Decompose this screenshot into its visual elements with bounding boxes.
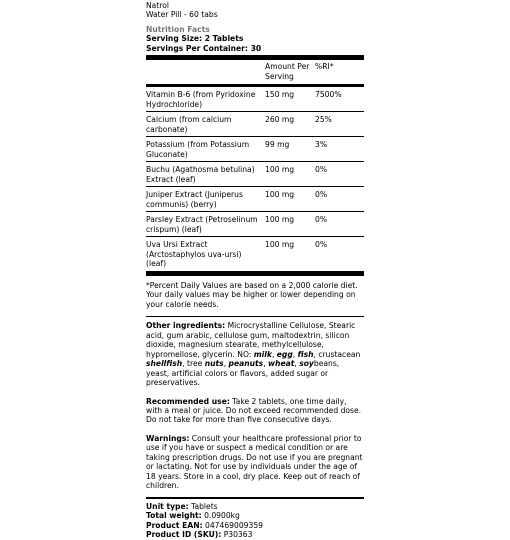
nutrient-dv: 7500%	[315, 90, 342, 100]
allergen: egg	[276, 349, 293, 359]
allergen: soy	[299, 359, 314, 369]
nutrient-name: Calcium (from calcium carbonate)	[146, 112, 265, 137]
nutrient-dv: 3%	[315, 137, 364, 162]
servings-per-container-label: Servings Per Container:	[146, 43, 248, 53]
warnings-text: Consult your healthcare professional prior to use if you have or suspect a medical condition or are taking prescription drugs. Do not use if you are pregnant or lactating. Not for use by individuals under the age of 18 years. Store in a cool, dry place. Keep out of reach of children.	[146, 433, 363, 491]
ingredients-label: Other ingredients:	[146, 321, 226, 331]
nutrient-dv: 0%	[315, 162, 364, 187]
nutrient-amount: 100 mg	[265, 162, 315, 187]
header-amount: Amount Per Serving	[265, 62, 310, 81]
supplement-label	[146, 0, 364, 540]
nutrient-name: Parsley Extract (Petroselinum crispum) (leaf)	[146, 212, 265, 237]
warnings-section	[146, 434, 364, 491]
table-row	[146, 187, 364, 212]
nutrient-name: Buchu (Agathosma betulina) Extract (leaf)	[146, 162, 265, 187]
table-row	[146, 237, 364, 271]
serving-size-value: 2 Tablets	[204, 34, 244, 44]
table-row	[146, 137, 364, 162]
allergen: peanuts	[228, 359, 264, 369]
nutrient-dv: 0%	[315, 237, 364, 271]
nutrient-amount: 99 mg	[265, 137, 315, 162]
serving-size	[146, 34, 364, 43]
table-row	[146, 162, 364, 187]
product-meta	[146, 497, 364, 540]
product-name: Water Pill - 60 tabs	[146, 10, 218, 20]
nutrition-facts-title: Nutrition Facts	[146, 24, 210, 34]
nutrient-amount: 260 mg	[265, 112, 315, 137]
nutrient-name: Uva Ursi Extract (Arctostaphylos uva-ursi) (leaf)	[146, 237, 265, 271]
nutrient-amount: 150 mg	[265, 90, 295, 100]
ingredients-section: Other ingredients: Microcrystalline Cellulose, Stearic acid, gum arabic, cellulose gum, maltodextrin, silicon dioxide, magnesium stearate, methylcellulose, hypromellose, glycerin. NO: milk, egg, fish, crustacean shellfish, tree nuts, peanuts, wheat, soybeans, yeast, artificial colors or flavors, added sugar or preservatives.	[146, 316, 364, 387]
nutrient-dv: 25%	[315, 112, 364, 137]
allergen: shellfish	[146, 359, 183, 369]
brand-name: Natrol	[146, 1, 170, 10]
servings-per-container	[146, 44, 364, 53]
nutrition-table-header	[146, 60, 364, 84]
nutrient-name: Potassium (from Potassium Gluconate)	[146, 137, 265, 162]
product-sku: Product ID (SKU): P30363	[146, 530, 253, 540]
total-weight: Total weight: 0.0900kg	[146, 511, 240, 521]
warnings-label: Warnings:	[146, 433, 190, 443]
recommended-use-text: Take 2 tablets, one time daily, with a meal or juice. Do not exceed recommended dose. Do not take for more than five consecutive days.	[146, 396, 362, 425]
nutrient-amount: 100 mg	[265, 237, 315, 271]
nutrient-dv: 0%	[315, 187, 364, 212]
product-ean: Product EAN: 047469009359	[146, 520, 263, 530]
recommended-use-section	[146, 397, 364, 425]
table-row	[146, 87, 364, 111]
nutrition-table	[146, 60, 364, 84]
daily-value-footnote: *Percent Daily Values are based on a 2,000 calorie diet. Your daily values may be higher or lower depending on your calorie needs.	[146, 280, 358, 309]
nutrient-amount: 100 mg	[265, 212, 315, 237]
nutrient-amount: 100 mg	[265, 187, 315, 212]
nutrient-dv: 0%	[315, 212, 364, 237]
header-dv: %RI*	[315, 62, 334, 72]
nutrient-name: Vitamin B-6 (from Pyridoxine Hydrochloride)	[146, 90, 256, 109]
divider-thick	[146, 271, 364, 276]
unit-type: Unit type: Tablets	[146, 501, 218, 511]
servings-per-container-value: 30	[250, 43, 262, 53]
allergen: nuts	[204, 359, 224, 369]
table-row	[146, 112, 364, 137]
allergen: milk	[253, 349, 272, 359]
recommended-use-label: Recommended use:	[146, 396, 230, 406]
allergen: wheat	[268, 359, 295, 369]
nutrition-table-body	[146, 87, 364, 270]
serving-size-label: Serving Size:	[146, 34, 203, 44]
allergen: fish	[297, 349, 314, 359]
ingredients-text: Microcrystalline Cellulose, Stearic acid, gum arabic, cellulose gum, maltodextrin, silicon dioxide, magnesium stearate, methylcellulose, hypromellose, glycerin. NO:	[146, 321, 356, 359]
table-row	[146, 212, 364, 237]
nutrient-name: Juniper Extract (Juniperus communis) (berry)	[146, 187, 265, 212]
